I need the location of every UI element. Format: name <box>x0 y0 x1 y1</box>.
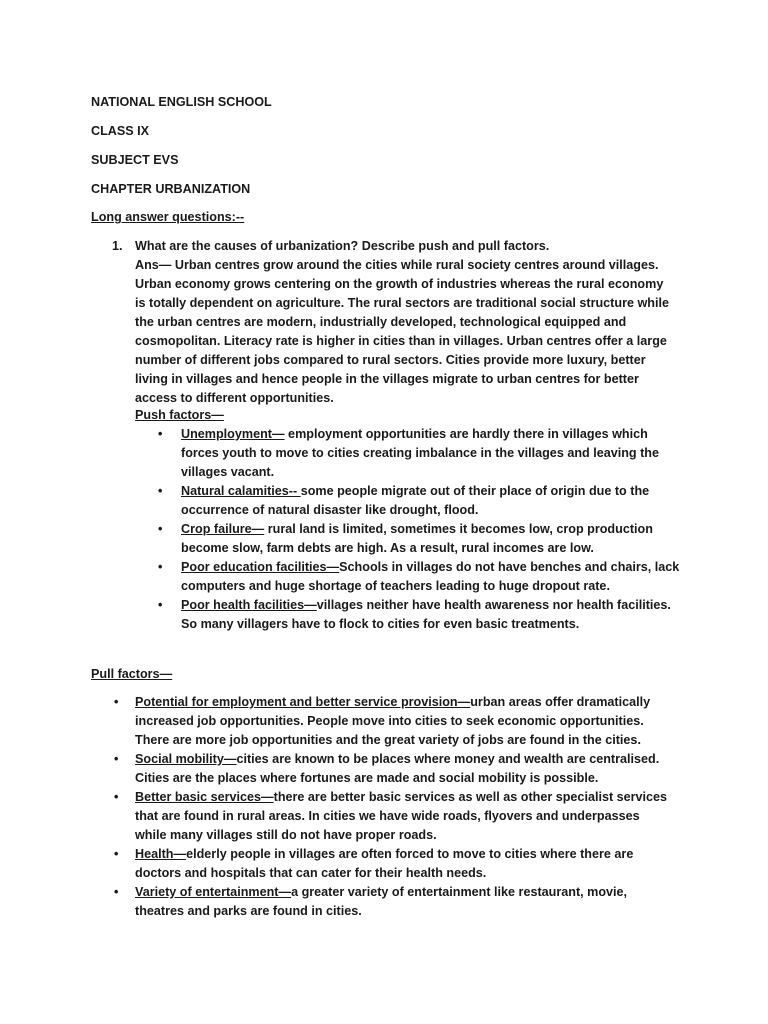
list-item <box>112 883 672 921</box>
factor-text: employment opportunities are hardly there in villages which forces youth to move to cities creating imbalance in the villages and leaving the villages vacant. <box>181 427 659 479</box>
bullet-icon: • <box>158 484 163 498</box>
factor-text: a greater variety of entertainment like restaurant, movie, theatres and parks are found in cities. <box>135 885 628 918</box>
factor-term: Social mobility— <box>135 752 237 766</box>
list-item <box>112 693 672 750</box>
factor-text: villages neither have health awareness nor health facilities. So many villagers have to flock to cities for even basic treatments. <box>181 598 671 631</box>
answer-text: Ans— Urban centres grow around the cities while rural society centres around villages. Urban economy grows centering on the growth of industries whereas the rural economy is totally dependent on agriculture. The rural sectors are traditional social structure while the urban centres are modern, industrially developed, technological equipped and cosmopolitan. Literacy rate is higher in cities than in villages. Urban centres offer a large number of different jobs compared to rural sectors. Cities provide more luxury, better living in villages and hence people in the villages migrate to urban centres for better access to different opportunities. <box>135 258 669 405</box>
list-item <box>135 425 680 482</box>
bullet-icon: • <box>114 752 119 766</box>
list-item <box>112 788 672 845</box>
factor-term: Variety of entertainment— <box>135 885 292 899</box>
bullet-icon: • <box>158 427 163 441</box>
bullet-icon: • <box>114 790 119 804</box>
school-name: NATIONAL ENGLISH SCHOOL <box>91 95 272 109</box>
class-label: CLASS IX <box>91 124 150 138</box>
factor-text: there are better basic services as well as other specialist services that are found in rural areas. In cities we have wide roads, flyovers and underpasses while many villages still do not have proper roads. <box>135 790 668 842</box>
subject-label: SUBJECT EVS <box>91 153 179 167</box>
list-item <box>135 596 680 634</box>
list-item <box>135 558 680 596</box>
factor-text: urban areas offer dramatically increased job opportunities. People move into cities to seek economic opportunities. There are more job opportunities and the great variety of jobs are found in the cities. <box>135 695 651 747</box>
list-item <box>135 520 680 558</box>
question-number: 1. <box>112 239 123 253</box>
bullet-icon: • <box>158 522 163 536</box>
factor-term: Health— <box>135 847 187 861</box>
factor-term: Poor health facilities— <box>181 598 317 612</box>
question-1 <box>112 237 672 408</box>
bullet-icon: • <box>114 847 119 861</box>
factor-term: Unemployment— <box>181 427 285 441</box>
question-body <box>135 237 672 408</box>
bullet-icon: • <box>114 885 119 899</box>
factor-term: Potential for employment and better service provision— <box>135 695 471 709</box>
factor-term: Poor education facilities— <box>181 560 340 574</box>
factor-text: some people migrate out of their place of origin due to the occurrence of natural disaster like drought, flood. <box>181 484 650 517</box>
factor-text: Schools in villages do not have benches and chairs, lack computers and huge shortage of teachers leading to huge dropout rate. <box>181 560 680 593</box>
push-factors-title: Push factors— <box>135 408 224 422</box>
bullet-icon: • <box>114 695 119 709</box>
question-text: What are the causes of urbanization? Describe push and pull factors. <box>135 239 550 253</box>
list-item <box>112 750 672 788</box>
factor-text: cities are known to be places where money and wealth are centralised. Cities are the places where fortunes are made and social mobility is possible. <box>135 752 660 785</box>
list-item <box>135 482 680 520</box>
factor-term: Natural calamities-- <box>181 484 301 498</box>
pull-factors-list <box>112 693 672 921</box>
factor-text: elderly people in villages are often forced to move to cities where there are doctors and hospitals that can cater for their health needs. <box>135 847 634 880</box>
pull-factors-title: Pull factors— <box>91 667 173 681</box>
factor-term: Better basic services— <box>135 790 274 804</box>
push-factors-list <box>135 425 680 634</box>
factor-text: rural land is limited, sometimes it becomes low, crop production become slow, farm debts are high. As a result, rural incomes are low. <box>181 522 653 555</box>
section-title: Long answer questions:-- <box>91 210 245 224</box>
chapter-label: CHAPTER URBANIZATION <box>91 182 251 196</box>
bullet-icon: • <box>158 560 163 574</box>
list-item <box>112 845 672 883</box>
bullet-icon: • <box>158 598 163 612</box>
factor-term: Crop failure— <box>181 522 265 536</box>
